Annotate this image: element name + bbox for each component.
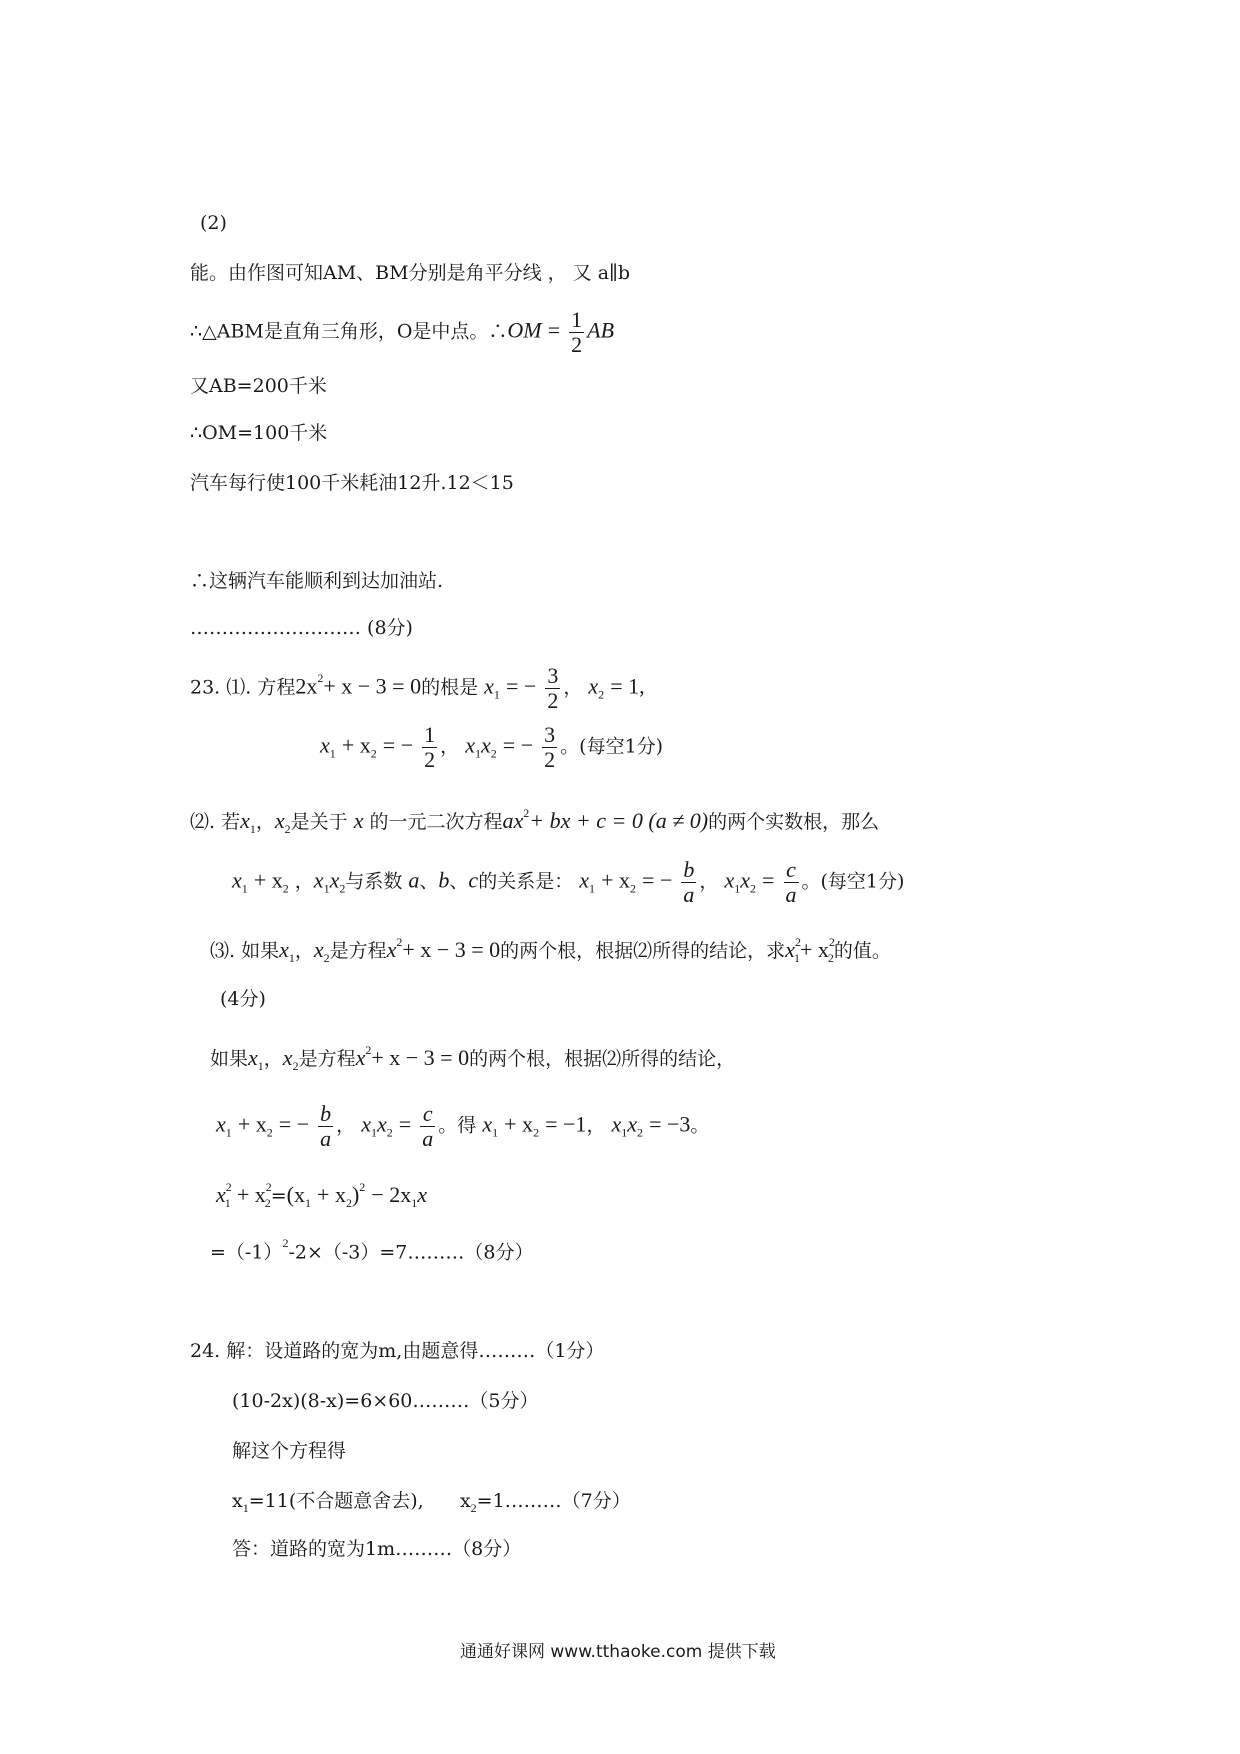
solution-line: $=(-1)^2-2\times(-3)=7\dots\dots\dots(8$分） [210, 1236, 534, 1264]
q24-line: (10-2x)(8-x)=6×60………（5分） [232, 1390, 539, 1412]
fraction: $\frac{c}{a}$ [785, 857, 797, 908]
text-line: ∴这辆汽车能顺利到达加油站. [190, 570, 444, 592]
fraction: $\frac{3}{2}$ [547, 663, 559, 714]
q24-line: $x_1=11$(不合题意舍去), $x_2=1\dots\dots\dots(7$分） [232, 1490, 631, 1515]
q23-part2-relation: $x_1 + x_2$ ，$x_1x_2$与系数 a、b、c的关系是： $x_1 + x_2$ = − $\frac{b}{a}$ ， $x_1x_2$ = $\frac{c}{a}$ 。(每空1分) [232, 857, 905, 908]
math-line: ∴△ABM是直角三角形，O是中点。∴OM = $\frac{1}{2}$ AB [190, 307, 615, 358]
text-line: ∴OM=100千米 [190, 422, 328, 444]
q24-line: 答：道路的宽为1m………（8分） [232, 1538, 522, 1560]
q23-part2: ⑵. 若$x_1$，$x_2$是关于 x 的一元二次方程$ax^2+$ bx + c = 0 (a ≠ 0)的两个实数根，那么 [190, 805, 880, 836]
q23-part3: ⑶. 如果$x_1$，$x_2$是方程$x^2+ x - 3 = 0$的两个根，根据⑵所得的结论，求$x^2_1+ x^2_2$的值。 [210, 934, 891, 965]
score-line: (4分) [220, 988, 266, 1010]
fraction: $\frac{b}{a}$ [683, 857, 695, 908]
solution-line: $x^2_1 + x^2_2=(x_1 + x_2)^2 - 2x_1x$ [216, 1179, 428, 1210]
q24-line: 解这个方程得 [232, 1440, 347, 1462]
q23-part1: 23. ⑴. 方程$2x^2+ x - 3 = 0$的根是 $x_1$ = − $\frac{3}{2}$ ， $x_2 = 1$, [190, 663, 645, 714]
fraction: $\frac{1}{2}$ [571, 307, 583, 358]
fraction: $\frac{1}{2}$ [424, 722, 436, 773]
text-line: 能。由作图可知AM、BM分别是角平分线 ， 又 a∥b [190, 262, 630, 284]
solution-line: $x_1 + x_2$ = − $\frac{b}{a}$ ， $x_1x_2$ = $\frac{c}{a}$ 。得 $x_1 + x_2 = -1$， $x_1x_2 = -3$。 [216, 1101, 710, 1152]
fraction: $\frac{c}{a}$ [422, 1101, 434, 1152]
footer-source: 通通好课网 www.tthaoke.com 提供下载 [460, 1642, 776, 1662]
q23-part1-sums: $x_1 + x_2$ = − $\frac{1}{2}$ ， $x_1x_2$ = − $\frac{3}{2}$ 。(每空1分) [320, 722, 664, 773]
text-line: 汽车每行使100千米耗油12升.12＜15 [190, 472, 514, 494]
q24-line: 24. 解：设道路的宽为m,由题意得………（1分） [190, 1340, 605, 1362]
fraction: $\frac{b}{a}$ [320, 1101, 332, 1152]
solution-line: 如果$x_1$，$x_2$是方程$x^2+ x - 3 = 0$的两个根，根据⑵所得的结论， [210, 1042, 736, 1073]
text-line: 又AB=200千米 [190, 375, 327, 397]
score-line: ……………………… (8分) [190, 617, 413, 639]
fraction: $\frac{3}{2}$ [544, 722, 556, 773]
part-2-label: (2) [200, 212, 227, 234]
